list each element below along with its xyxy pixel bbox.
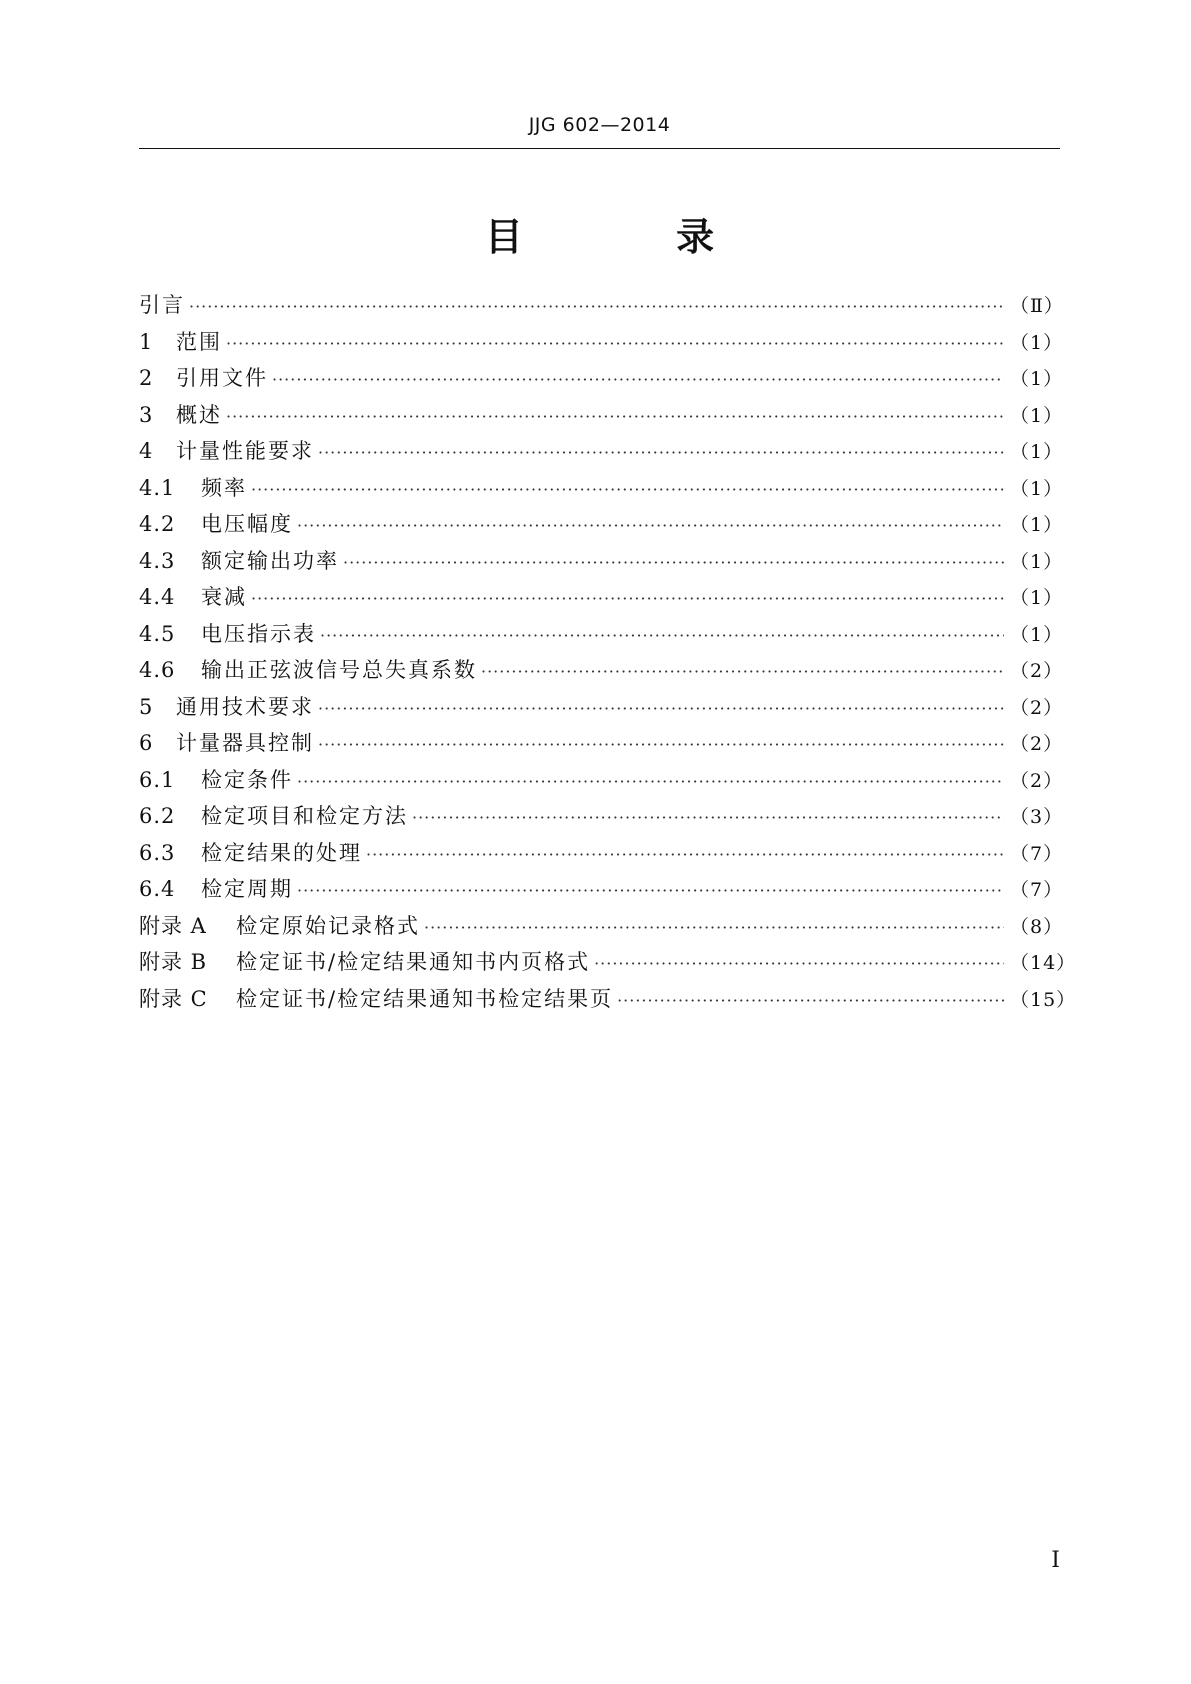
toc-entry-number: 附录 C bbox=[139, 986, 208, 1011]
toc-entry-number: 6.1 bbox=[139, 767, 176, 792]
toc-entry-number: 4.4 bbox=[139, 585, 176, 609]
toc-entry-4-2[interactable] bbox=[139, 506, 1064, 543]
dot-leader bbox=[272, 362, 1004, 399]
toc-entry-number: 2 bbox=[139, 366, 154, 390]
dot-leader bbox=[318, 727, 1004, 764]
toc-entry-3[interactable] bbox=[139, 397, 1064, 434]
dot-leader bbox=[318, 435, 1004, 472]
toc-entry-label: 计量性能要求 bbox=[176, 439, 314, 463]
toc-entry-page: （2） bbox=[1010, 769, 1064, 792]
toc-entry-page: （14） bbox=[1010, 952, 1077, 974]
toc-entry-number: 5 bbox=[139, 694, 154, 719]
toc-entry-label: 引言 bbox=[139, 293, 185, 317]
toc-entry-number: 4.5 bbox=[139, 621, 176, 646]
toc-entry-number: 4.2 bbox=[139, 512, 176, 536]
toc-entry-number: 4.1 bbox=[139, 475, 176, 500]
toc-entry-page: （1） bbox=[1010, 404, 1064, 427]
toc-entry-page: （1） bbox=[1010, 477, 1064, 500]
toc-entry-label: 检定结果的处理 bbox=[201, 840, 362, 865]
toc-entry-page: （7） bbox=[1010, 842, 1064, 865]
toc-entry-label: 通用技术要求 bbox=[176, 694, 314, 719]
toc-entry-appendix-a[interactable] bbox=[139, 908, 1064, 945]
toc-entry-2[interactable] bbox=[139, 360, 1064, 397]
toc-entry-label: 检定证书/检定结果通知书检定结果页 bbox=[236, 986, 614, 1011]
toc-entry-number: 6.4 bbox=[139, 877, 176, 901]
toc-entry-number: 6.2 bbox=[139, 804, 176, 828]
toc-entry-label: 检定原始记录格式 bbox=[236, 913, 420, 938]
dot-leader bbox=[226, 399, 1004, 436]
toc-entry-page: （1） bbox=[1010, 587, 1064, 609]
toc-entry-page: （7） bbox=[1010, 879, 1064, 901]
toc-entry-number: 4.6 bbox=[139, 658, 176, 682]
toc-entry-1[interactable] bbox=[139, 324, 1064, 361]
toc-entry-appendix-b[interactable] bbox=[139, 944, 1077, 981]
dot-leader bbox=[251, 581, 1004, 618]
toc-entry-4-6[interactable] bbox=[139, 652, 1064, 689]
toc-entry-label: 频率 bbox=[201, 475, 247, 500]
running-header: JJG 602—2014 bbox=[528, 114, 671, 136]
toc-entry-6[interactable] bbox=[139, 725, 1064, 762]
header-rule bbox=[139, 148, 1060, 149]
toc-entry-number: 附录 A bbox=[139, 913, 207, 938]
toc-entry-label: 引用文件 bbox=[176, 366, 268, 390]
toc-entry-page: （1） bbox=[1010, 331, 1064, 354]
dot-leader bbox=[594, 946, 1004, 983]
toc-entry-appendix-c[interactable] bbox=[139, 981, 1077, 1018]
dot-leader bbox=[366, 837, 1004, 874]
dot-leader bbox=[297, 873, 1004, 910]
toc-entry-label: 检定项目和检定方法 bbox=[201, 804, 408, 828]
toc-entry-page: （1） bbox=[1010, 441, 1064, 463]
dot-leader bbox=[617, 983, 1004, 1020]
toc-entry-6-3[interactable] bbox=[139, 835, 1064, 872]
toc-entry-label: 输出正弦波信号总失真系数 bbox=[201, 658, 477, 682]
toc-entry-page: （8） bbox=[1010, 915, 1064, 938]
toc-entry-page: （15） bbox=[1010, 988, 1077, 1011]
dot-leader bbox=[297, 508, 1004, 545]
dot-leader bbox=[424, 910, 1004, 947]
toc-entry-number: 4 bbox=[139, 439, 154, 463]
toc-entry-number: 附录 B bbox=[139, 950, 208, 974]
toc-entry-number: 4.3 bbox=[139, 548, 176, 573]
toc-entry-page: （1） bbox=[1010, 550, 1064, 573]
dot-leader bbox=[189, 289, 1004, 326]
table-of-contents bbox=[139, 287, 1077, 1017]
toc-entry-page: （3） bbox=[1010, 806, 1064, 828]
toc-entry-label: 电压幅度 bbox=[201, 512, 293, 536]
toc-entry-6-1[interactable] bbox=[139, 762, 1064, 799]
toc-entry-page: （1） bbox=[1010, 368, 1064, 390]
dot-leader bbox=[320, 618, 1004, 655]
toc-entry-page: （2） bbox=[1010, 733, 1064, 755]
toc-entry-4-1[interactable] bbox=[139, 470, 1064, 507]
toc-entry-page: （1） bbox=[1010, 623, 1064, 646]
toc-entry-label: 衰减 bbox=[201, 585, 247, 609]
toc-entry-5[interactable] bbox=[139, 689, 1064, 726]
toc-entry-4-4[interactable] bbox=[139, 579, 1064, 616]
dot-leader bbox=[318, 691, 1004, 728]
dot-leader bbox=[297, 764, 1004, 801]
toc-entry-introduction[interactable] bbox=[139, 287, 1064, 324]
toc-entry-6-4[interactable] bbox=[139, 871, 1064, 908]
toc-entry-number: 3 bbox=[139, 402, 154, 427]
toc-entry-page: （2） bbox=[1010, 696, 1064, 719]
toc-entry-label: 检定周期 bbox=[201, 877, 293, 901]
dot-leader bbox=[412, 800, 1004, 837]
toc-entry-page: （1） bbox=[1010, 514, 1064, 536]
toc-entry-number: 1 bbox=[139, 329, 154, 354]
dot-leader bbox=[251, 472, 1004, 509]
toc-entry-page: （Ⅱ） bbox=[1010, 295, 1064, 317]
toc-entry-4[interactable] bbox=[139, 433, 1064, 470]
toc-entry-label: 额定输出功率 bbox=[201, 548, 339, 573]
toc-entry-label: 检定条件 bbox=[201, 767, 293, 792]
toc-title: 目 录 bbox=[484, 215, 785, 259]
toc-entry-6-2[interactable] bbox=[139, 798, 1064, 835]
toc-entry-number: 6.3 bbox=[139, 840, 176, 865]
dot-leader bbox=[343, 545, 1004, 582]
toc-entry-page: （2） bbox=[1010, 660, 1064, 682]
toc-entry-4-3[interactable] bbox=[139, 543, 1064, 580]
toc-entry-label: 检定证书/检定结果通知书内页格式 bbox=[236, 950, 591, 974]
page-number: I bbox=[1051, 1548, 1060, 1573]
toc-entry-label: 概述 bbox=[176, 402, 222, 427]
toc-entry-label: 范围 bbox=[176, 329, 222, 354]
dot-leader bbox=[226, 326, 1004, 363]
toc-entry-4-5[interactable] bbox=[139, 616, 1064, 653]
dot-leader bbox=[481, 654, 1004, 691]
toc-entry-number: 6 bbox=[139, 731, 154, 755]
toc-entry-label: 电压指示表 bbox=[201, 621, 316, 646]
toc-entry-label: 计量器具控制 bbox=[176, 731, 314, 755]
